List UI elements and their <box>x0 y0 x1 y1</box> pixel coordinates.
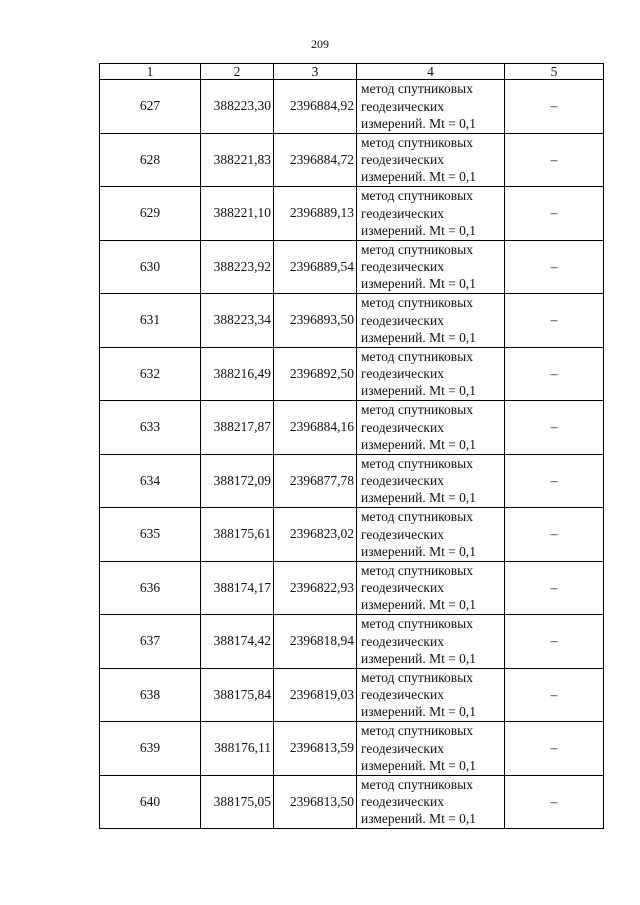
method-text-line: геодезических <box>361 205 444 221</box>
column-header-2: 2 <box>201 64 274 80</box>
method-cell <box>357 615 505 669</box>
note-cell: – <box>505 454 604 508</box>
coordinate-x-cell: 388217,87 <box>201 401 274 455</box>
point-number-cell: 639 <box>100 722 201 776</box>
method-text-line: измерений. Mt = 0,1 <box>361 811 477 827</box>
method-text-line: измерений. Mt = 0,1 <box>361 650 477 666</box>
method-text-line: геодезических <box>361 580 444 596</box>
method-cell <box>357 401 505 455</box>
method-text-line: измерений. Mt = 0,1 <box>361 597 477 613</box>
method-text-line: метод спутниковых <box>361 616 473 632</box>
method-cell <box>357 294 505 348</box>
method-text-line: метод спутниковых <box>361 723 473 739</box>
table-row <box>100 240 604 294</box>
coordinate-x-cell: 388175,84 <box>201 668 274 722</box>
point-number-cell: 636 <box>100 561 201 615</box>
note-cell: – <box>505 775 604 829</box>
coordinate-y-cell: 2396823,02 <box>274 508 357 562</box>
coordinate-x-cell: 388176,11 <box>201 722 274 776</box>
point-number-cell: 637 <box>100 615 201 669</box>
note-cell: – <box>505 294 604 348</box>
method-text-line: метод спутниковых <box>361 134 473 150</box>
table-row <box>100 775 604 829</box>
table-body <box>100 80 604 829</box>
method-text-line: геодезических <box>361 526 444 542</box>
page-number: 209 <box>311 37 329 51</box>
method-cell <box>357 775 505 829</box>
column-header-1: 1 <box>100 64 201 80</box>
method-text-line: измерений. Mt = 0,1 <box>361 383 477 399</box>
method-text-line: метод спутниковых <box>361 348 473 364</box>
method-text-line: измерений. Mt = 0,1 <box>361 490 477 506</box>
method-cell <box>357 454 505 508</box>
point-number-cell: 631 <box>100 294 201 348</box>
point-number-cell: 628 <box>100 133 201 187</box>
point-number-cell: 632 <box>100 347 201 401</box>
point-number-cell: 633 <box>100 401 201 455</box>
note-cell: – <box>505 668 604 722</box>
method-text-line: метод спутниковых <box>361 402 473 418</box>
coordinate-y-cell: 2396813,50 <box>274 775 357 829</box>
table-row <box>100 401 604 455</box>
coordinate-x-cell: 388223,34 <box>201 294 274 348</box>
note-cell: – <box>505 347 604 401</box>
table-row <box>100 454 604 508</box>
method-text-line: геодезических <box>361 740 444 756</box>
note-cell: – <box>505 133 604 187</box>
point-number-cell: 629 <box>100 187 201 241</box>
method-text-line: измерений. Mt = 0,1 <box>361 329 477 345</box>
coordinate-x-cell: 388221,10 <box>201 187 274 241</box>
method-text-line: метод спутниковых <box>361 188 473 204</box>
point-number-cell: 627 <box>100 80 201 134</box>
method-text-line: геодезических <box>361 687 444 703</box>
coordinate-y-cell: 2396884,72 <box>274 133 357 187</box>
point-number-cell: 638 <box>100 668 201 722</box>
table-row <box>100 133 604 187</box>
table-header-row <box>100 64 604 80</box>
table-row <box>100 668 604 722</box>
point-number-cell: 640 <box>100 775 201 829</box>
method-text-line: метод спутниковых <box>361 776 473 792</box>
coordinate-x-cell: 388172,09 <box>201 454 274 508</box>
table-row <box>100 187 604 241</box>
table-row <box>100 561 604 615</box>
method-text-line: измерений. Mt = 0,1 <box>361 757 477 773</box>
method-text-line: геодезических <box>361 366 444 382</box>
coordinate-y-cell: 2396819,03 <box>274 668 357 722</box>
coordinate-y-cell: 2396822,93 <box>274 561 357 615</box>
coordinate-x-cell: 388174,17 <box>201 561 274 615</box>
coordinate-x-cell: 388175,05 <box>201 775 274 829</box>
coordinate-x-cell: 388175,61 <box>201 508 274 562</box>
coordinate-y-cell: 2396892,50 <box>274 347 357 401</box>
method-cell <box>357 80 505 134</box>
method-text-line: геодезических <box>361 794 444 810</box>
method-text-line: измерений. Mt = 0,1 <box>361 704 477 720</box>
method-text-line: метод спутниковых <box>361 455 473 471</box>
method-cell <box>357 668 505 722</box>
method-text-line: измерений. Mt = 0,1 <box>361 115 477 131</box>
method-text-line: метод спутниковых <box>361 509 473 525</box>
method-text-line: измерений. Mt = 0,1 <box>361 436 477 452</box>
note-cell: – <box>505 615 604 669</box>
coordinate-y-cell: 2396884,16 <box>274 401 357 455</box>
table-row <box>100 294 604 348</box>
method-cell <box>357 133 505 187</box>
note-cell: – <box>505 508 604 562</box>
table-row <box>100 347 604 401</box>
method-text-line: геодезических <box>361 98 444 114</box>
coordinate-x-cell: 388216,49 <box>201 347 274 401</box>
method-text-line: метод спутниковых <box>361 295 473 311</box>
method-text-line: геодезических <box>361 259 444 275</box>
method-cell <box>357 722 505 776</box>
table-row <box>100 722 604 776</box>
coordinate-y-cell: 2396877,78 <box>274 454 357 508</box>
coordinate-y-cell: 2396813,59 <box>274 722 357 776</box>
point-number-cell: 630 <box>100 240 201 294</box>
column-header-3: 3 <box>274 64 357 80</box>
method-text-line: метод спутниковых <box>361 81 473 97</box>
table-row <box>100 508 604 562</box>
coordinate-x-cell: 388223,92 <box>201 240 274 294</box>
table-row <box>100 615 604 669</box>
point-number-cell: 634 <box>100 454 201 508</box>
method-cell <box>357 347 505 401</box>
note-cell: – <box>505 240 604 294</box>
coordinate-y-cell: 2396893,50 <box>274 294 357 348</box>
note-cell: – <box>505 187 604 241</box>
method-cell <box>357 187 505 241</box>
coordinate-y-cell: 2396889,13 <box>274 187 357 241</box>
coordinate-y-cell: 2396818,94 <box>274 615 357 669</box>
method-text-line: метод спутниковых <box>361 669 473 685</box>
note-cell: – <box>505 80 604 134</box>
method-text-line: измерений. Mt = 0,1 <box>361 276 477 292</box>
method-text-line: геодезических <box>361 419 444 435</box>
coordinates-table <box>99 63 604 829</box>
method-text-line: метод спутниковых <box>361 562 473 578</box>
table-row <box>100 80 604 134</box>
coordinate-y-cell: 2396889,54 <box>274 240 357 294</box>
method-cell <box>357 508 505 562</box>
coordinate-y-cell: 2396884,92 <box>274 80 357 134</box>
coordinate-x-cell: 388223,30 <box>201 80 274 134</box>
column-header-4: 4 <box>357 64 505 80</box>
method-text-line: геодезических <box>361 152 444 168</box>
method-text-line: измерений. Mt = 0,1 <box>361 222 477 238</box>
column-header-5: 5 <box>505 64 604 80</box>
method-text-line: геодезических <box>361 473 444 489</box>
method-cell <box>357 240 505 294</box>
method-text-line: измерений. Mt = 0,1 <box>361 169 477 185</box>
method-cell <box>357 561 505 615</box>
method-text-line: метод спутниковых <box>361 241 473 257</box>
note-cell: – <box>505 722 604 776</box>
method-text-line: геодезических <box>361 312 444 328</box>
point-number-cell: 635 <box>100 508 201 562</box>
note-cell: – <box>505 401 604 455</box>
coordinate-x-cell: 388221,83 <box>201 133 274 187</box>
method-text-line: измерений. Mt = 0,1 <box>361 543 477 559</box>
note-cell: – <box>505 561 604 615</box>
method-text-line: геодезических <box>361 633 444 649</box>
coordinate-x-cell: 388174,42 <box>201 615 274 669</box>
